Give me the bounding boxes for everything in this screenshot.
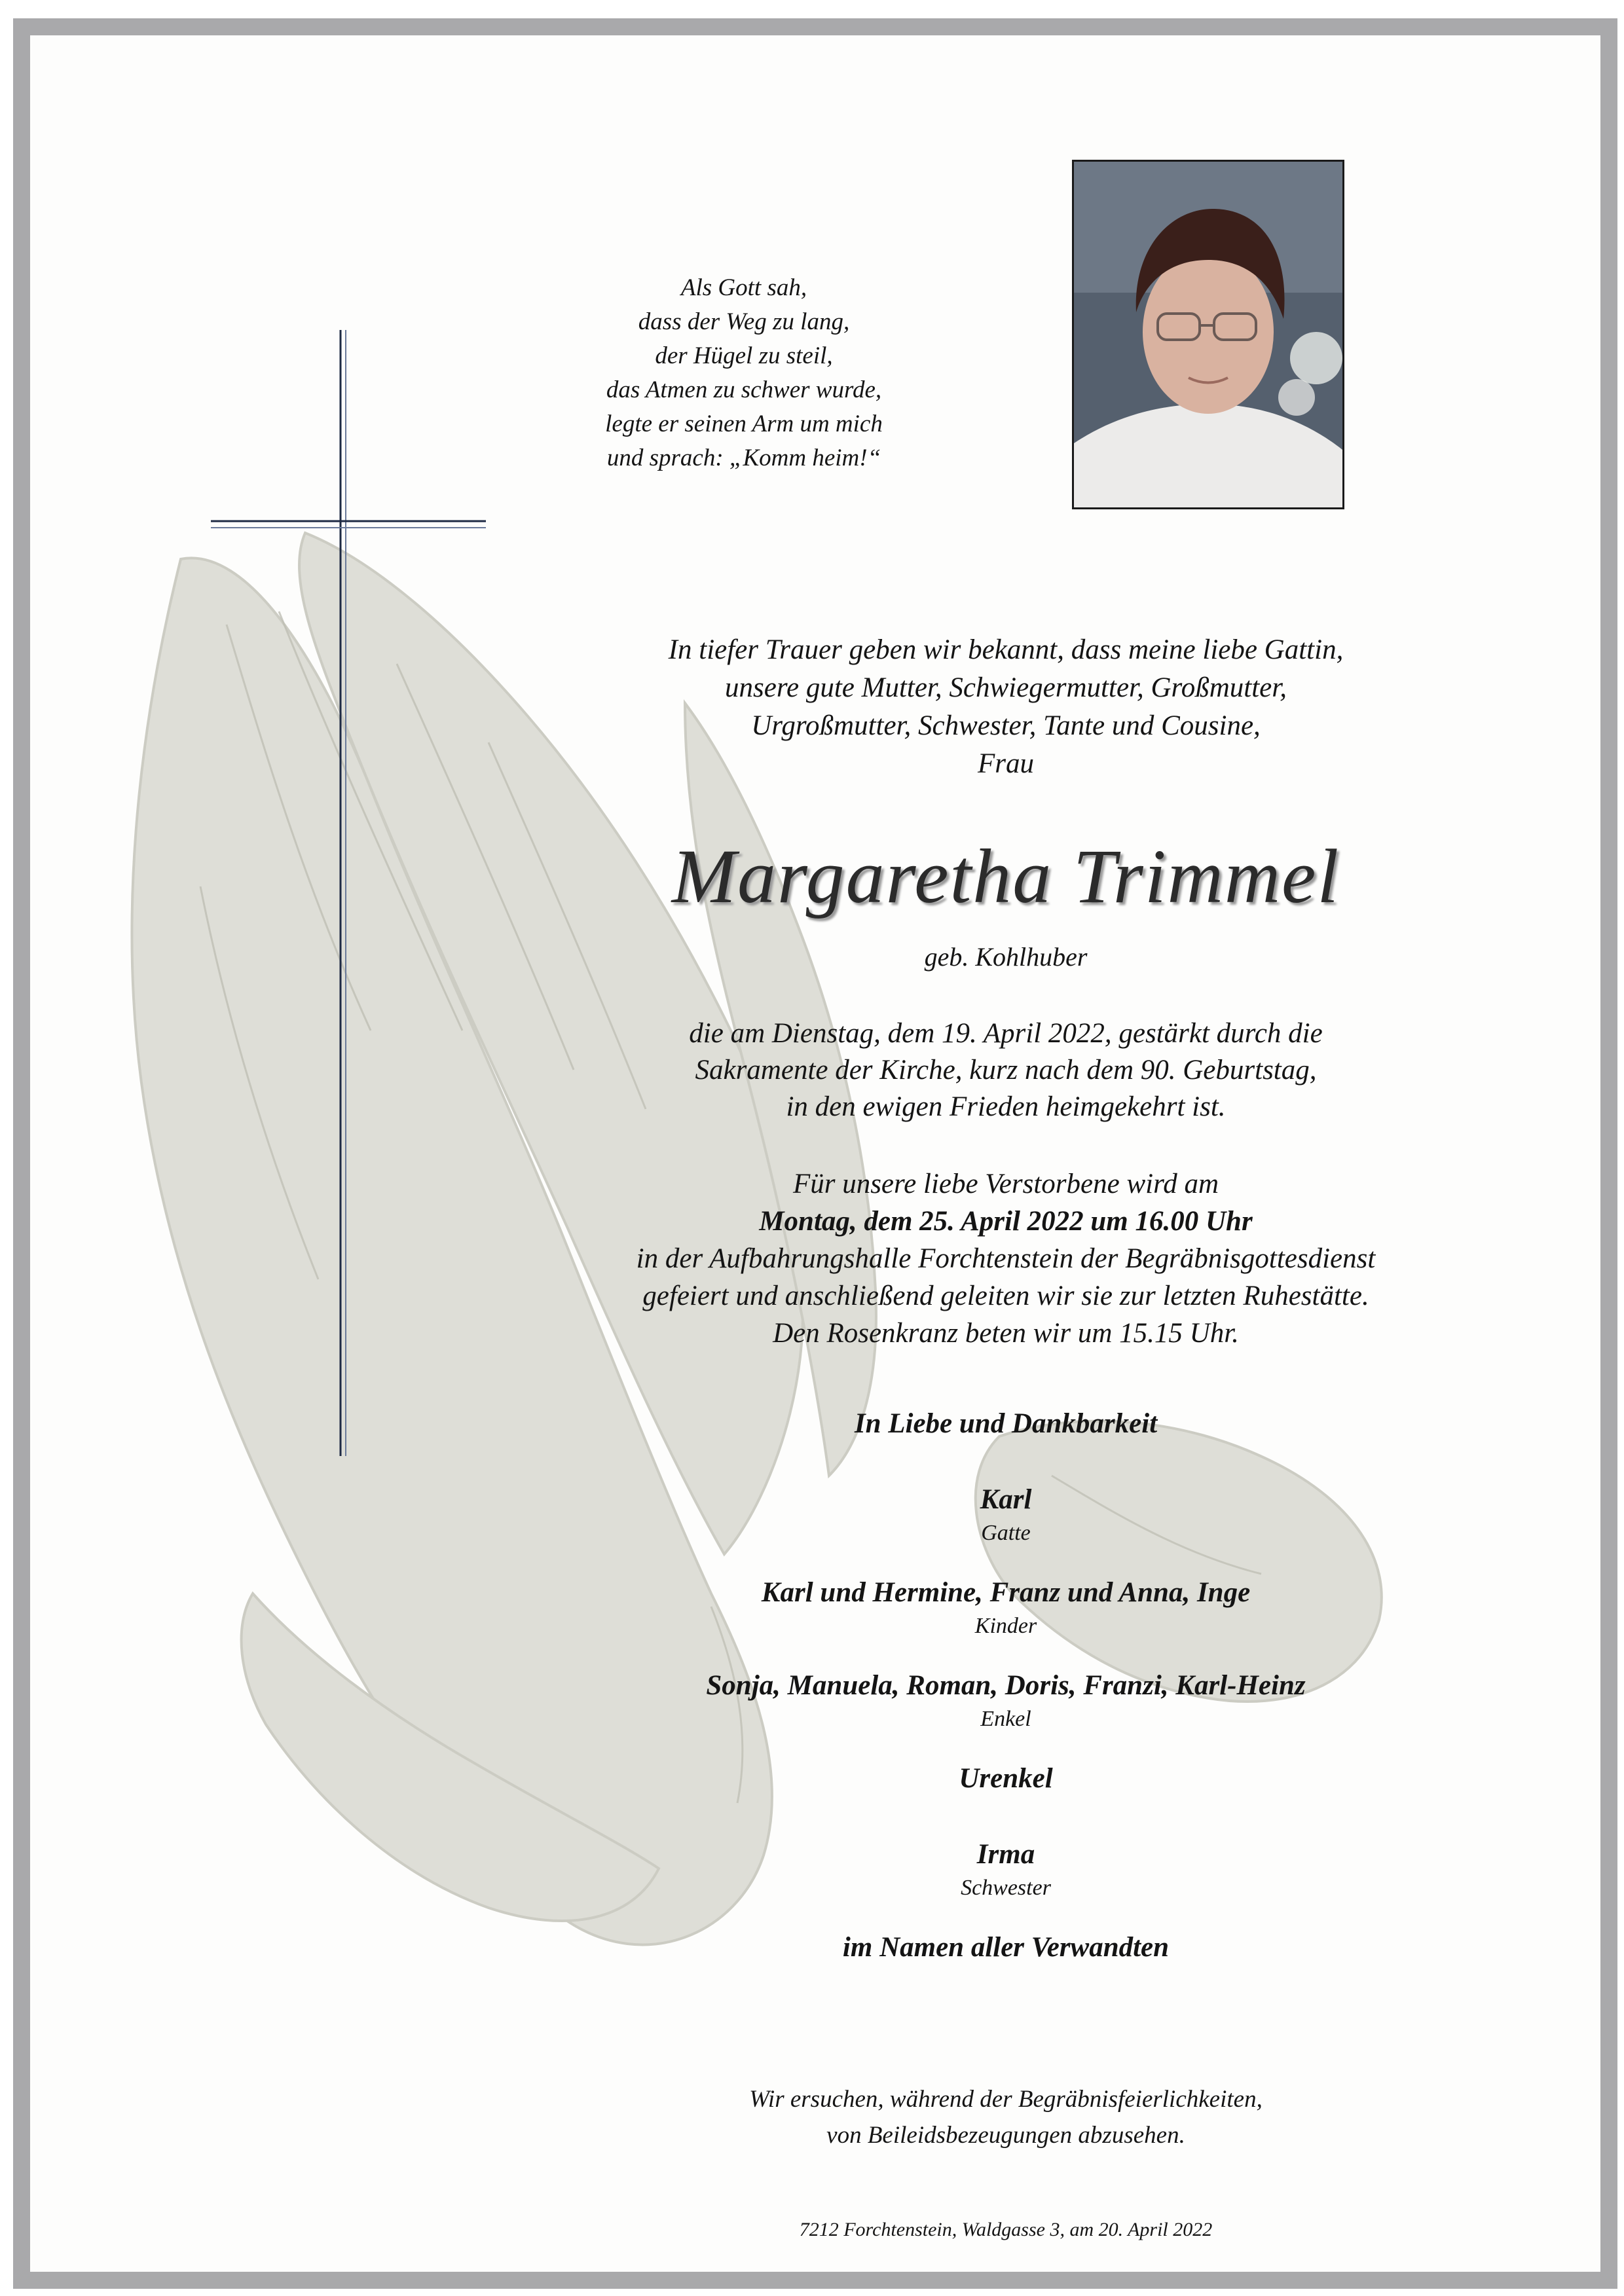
intro-line: In tiefer Trauer geben wir bekannt, dass meine liebe Gattin,	[668, 634, 1344, 665]
mourner-group	[462, 1760, 1549, 1798]
portrait-photo	[1072, 160, 1344, 509]
mourner-name: Sonja, Manuela, Roman, Doris, Franzi, Karl-Heinz	[706, 1670, 1306, 1701]
mourners-list	[462, 1405, 1549, 2005]
mourner-role: Kinder	[974, 1614, 1037, 1638]
mourner-name: Urenkel	[959, 1763, 1053, 1794]
funeral-info	[462, 1165, 1549, 1352]
poem-line: dass der Weg zu lang,	[638, 308, 850, 335]
deceased-name: Margaretha Trimmel	[671, 833, 1340, 919]
request-line: von Beileidsbezeugungen abzusehen.	[826, 2122, 1185, 2149]
mourner-role: Schwester	[961, 1876, 1051, 1900]
funeral-line: Den Rosenkranz beten wir um 15.15 Uhr.	[773, 1318, 1239, 1349]
funeral-line: Für unsere liebe Verstorbene wird am	[792, 1169, 1219, 1199]
poem-line: das Atmen zu schwer wurde,	[606, 376, 882, 403]
poem-line: legte er seinen Arm um mich	[605, 410, 883, 437]
death-line: die am Dienstag, dem 19. April 2022, gestärkt durch die	[689, 1018, 1323, 1049]
mourner-role: Enkel	[980, 1707, 1031, 1731]
poem-line: Als Gott sah,	[680, 274, 807, 301]
funeral-line: gefeiert und anschließend geleiten wir sie zur letzten Ruhestätte.	[642, 1281, 1369, 1311]
mourner-name: Karl und Hermine, Franz und Anna, Inge	[761, 1577, 1251, 1608]
poem-line: der Hügel zu steil,	[655, 342, 833, 369]
mourner-name: Irma	[976, 1839, 1035, 1870]
mourner-group	[462, 1481, 1549, 1548]
mourner-group	[462, 1929, 1549, 1967]
mourner-name: Karl	[980, 1484, 1032, 1515]
poem	[541, 271, 947, 475]
footer-undertaker: Bestattung Pauschenwein, Wiesen - 0664/4041375	[807, 2271, 1205, 2289]
mourner-group	[462, 1836, 1549, 1903]
death-notice	[462, 1015, 1549, 1125]
mourner-role: Gatte	[981, 1521, 1031, 1545]
funeral-line: in der Aufbahrungshalle Forchtenstein der Begräbnisgottesdienst	[636, 1243, 1376, 1274]
footer-place-date: 7212 Forchtenstein, Waldgasse 3, am 20. April 2022	[799, 2219, 1213, 2240]
condolence-request	[462, 2081, 1549, 2153]
mourners-heading-group	[462, 1405, 1549, 1443]
intro-line: unsere gute Mutter, Schwiegermutter, Großmutter,	[725, 672, 1287, 703]
funeral-date: Montag, dem 25. April 2022 um 16.00 Uhr	[759, 1206, 1253, 1237]
poem-line: und sprach: „Komm heim!“	[606, 445, 881, 471]
death-line: in den ewigen Frieden heimgekehrt ist.	[786, 1091, 1226, 1122]
mourner-name: im Namen aller Verwandten	[842, 1932, 1170, 1963]
request-line: Wir ersuchen, während der Begräbnisfeierlichkeiten,	[749, 2086, 1263, 2113]
death-line: Sakramente der Kirche, kurz nach dem 90. Geburtstag,	[695, 1055, 1317, 1085]
obituary-frame	[13, 18, 1617, 2289]
intro-line: Frau	[978, 748, 1034, 779]
mourner-group	[462, 1574, 1549, 1641]
intro-line: Urgroßmutter, Schwester, Tante und Cousine,	[751, 710, 1261, 741]
intro-text	[462, 631, 1549, 783]
footer	[462, 2204, 1549, 2289]
mourners-heading: In Liebe und Dankbarkeit	[854, 1408, 1158, 1439]
mourner-group	[462, 1667, 1549, 1734]
cross-icon	[198, 330, 499, 1456]
maiden-name: geb. Kohlhuber	[924, 942, 1088, 972]
